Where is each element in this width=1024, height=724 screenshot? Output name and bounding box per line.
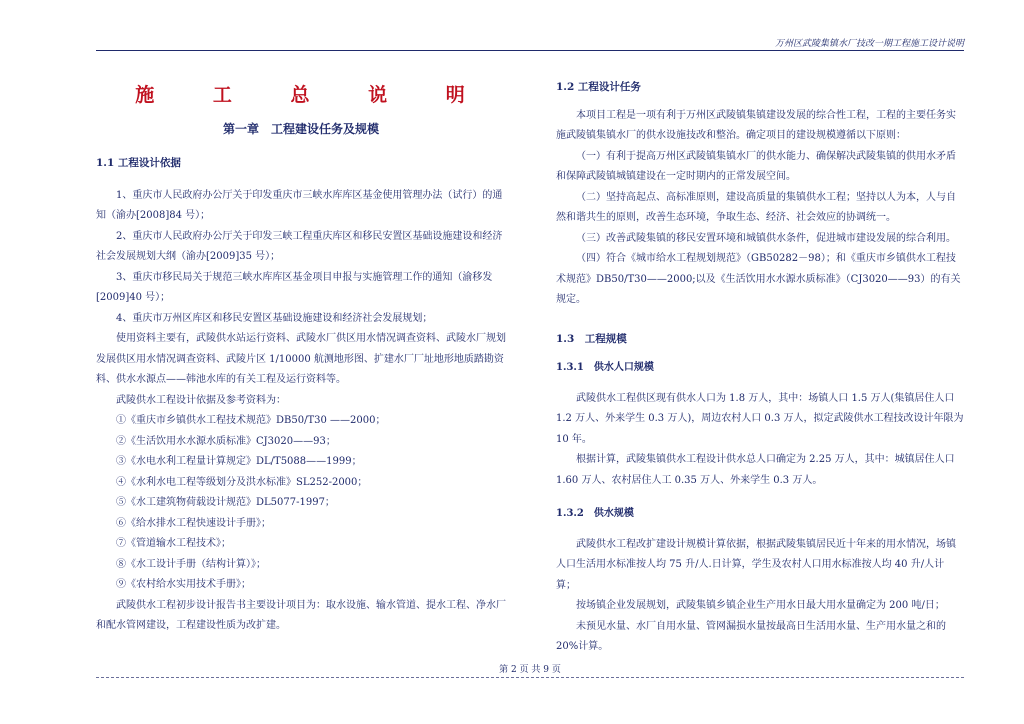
header-title: 万州区武陵集镇水厂技改一期工程施工设计说明 xyxy=(774,39,964,49)
reference-item: ③《水电水利工程量计算规定》DL/T5088——1999； xyxy=(116,456,362,467)
chapter-heading: 第一章 工程建设任务及规模 xyxy=(222,121,379,136)
basis-item-3: 3、重庆市移民局关于规范三峡水库库区基金项目申报与实施管理工作的通知（渝移发[2009]40 号）； xyxy=(96,271,493,303)
principle-2: （二）坚持高起点、高标准原则，建设高质量的集镇供水工程；坚持以人为本，人与自然和谐共生的原则，改善生态环境，争取生态、经济、社会效应的协调统一。 xyxy=(556,191,956,223)
reference-item: ⑥《给水排水工程快速设计手册》； xyxy=(116,517,271,529)
reference-item: ⑨《农村给水实用技术手册》； xyxy=(116,579,251,590)
scale-paragraph-1: 武陵供水工程改扩建设计规模计算依据，根据武陵集镇居民近十年来的用水情况，场镇人口生活用水标准按人均 75 升/人.日计算，学生及农村人口用水标准按人均 40 升/人计算； xyxy=(556,538,956,591)
reference-item: ⑤《水工建筑物荷载设计规范》DL5077-1997； xyxy=(116,497,335,508)
reference-item: ①《重庆市乡镇供水工程技术规范》DB50/T30 ——2000； xyxy=(116,415,386,426)
basis-item-1: 1、重庆市人民政府办公厅关于印发重庆市三峡水库库区基金使用管理办法（试行）的通知（渝办[2008]84 号）； xyxy=(96,189,503,221)
document-title: 施 工 总 说 明 xyxy=(135,84,491,106)
section-1-3-heading: 1.3 工程规模 xyxy=(556,332,627,345)
reference-item: ②《生活饮用水水源水质标准》CJ3020——93； xyxy=(116,435,336,447)
principle-3: （三）改善武陵集镇的移民安置环境和城镇供水条件，促进城市建设发展的综合利用。 xyxy=(576,232,956,244)
design-items-paragraph: 武陵供水工程初步设计报告书主要设计项目为：取水设施、输水管道、提水工程、净水厂和配水管网建设，工程建设性质为改扩建。 xyxy=(96,599,506,631)
reference-item: ⑦《管道输水工程技术》； xyxy=(116,538,231,549)
section-1-2-heading: 1.2 工程设计任务 xyxy=(556,81,641,93)
page-number: 第 2 页 共 9 页 xyxy=(499,665,561,675)
principle-4: （四）符合《城市给水工程规划规范》（GB50282－98）；和《重庆市乡镇供水工程技术规范》DB50/T30——2000;以及《生活饮用水水源水质标准》（CJ3020——93）的有关规定。 xyxy=(556,253,961,305)
materials-paragraph: 使用资料主要有，武陵供水站运行资料、武陵水厂供区用水情况调查资料、武陵水厂规划发展供区用水情况调查资料、武陵片区 1/10000 航测地形图、扩建水厂厂址地形地质踏勘资料、供水水源点——韩池水库的有关工程及运行资料等。 xyxy=(96,333,506,385)
section-1-1-heading: 1.1 工程设计依据 xyxy=(96,157,181,169)
scale-paragraph-3: 未预见水量、水厂自用水量、管网漏损水量按最高日生活用水量、生产用水量之和的 20%计算。 xyxy=(556,620,946,652)
right-column xyxy=(556,52,964,658)
page-header xyxy=(96,30,964,51)
reference-item: ⑧《水工设计手册（结构计算）》； xyxy=(116,558,266,570)
references-intro: 武陵供水工程设计依据及参考资料为： xyxy=(116,394,286,406)
section-1-3-1-heading: 1.3.1 供水人口规模 xyxy=(556,362,654,373)
population-paragraph-2: 根据计算，武陵集镇供水工程设计供水总人口确定为 2.25 万人，其中：城镇居住人口 1.60 万人、农村居住人工 0.35 万人、外来学生 0.3 万人。 xyxy=(556,454,955,486)
scale-paragraph-2: 按场镇企业发展规划，武陵集镇乡镇企业生产用水日最大用水量确定为 200 吨/日； xyxy=(576,600,945,611)
principle-1: （一）有利于提高万州区武陵镇集镇水厂的供水能力、确保解决武陵集镇的供用水矛盾和保障武陵镇城镇建设在一定时期内的正常发展空间。 xyxy=(556,150,956,182)
population-paragraph-1: 武陵供水工程供区现有供水人口为 1.8 万人，其中：场镇人口 1.5 万人(集镇居住人口 1.2 万人、外来学生 0.3 万人)，周边农村人口 0.3 万人，拟定武陵供水工程技改设计年限为 10 年。 xyxy=(556,392,964,445)
task-paragraph: 本项目工程是一项有利于万州区武陵镇集镇建设发展的综合性工程，工程的主要任务实施武陵镇集镇水厂的供水设施技改和整治。确定项目的建设规模遵循以下原则： xyxy=(556,109,956,141)
reference-item: ④《水利水电工程等级划分及洪水标准》SL252-2000； xyxy=(116,476,368,488)
basis-item-2: 2、重庆市人民政府办公厅关于印发三峡工程重庆库区和移民安置区基础设施建设和经济社会发展规划大纲（渝办[2009]35 号）； xyxy=(96,230,503,262)
basis-item-4: 4、重庆市万州区库区和移民安置区基础设施建设和经济社会发展规划； xyxy=(116,312,433,324)
left-column xyxy=(96,52,506,637)
section-1-3-2-heading: 1.3.2 供水规模 xyxy=(556,508,634,519)
page-footer xyxy=(96,665,964,696)
